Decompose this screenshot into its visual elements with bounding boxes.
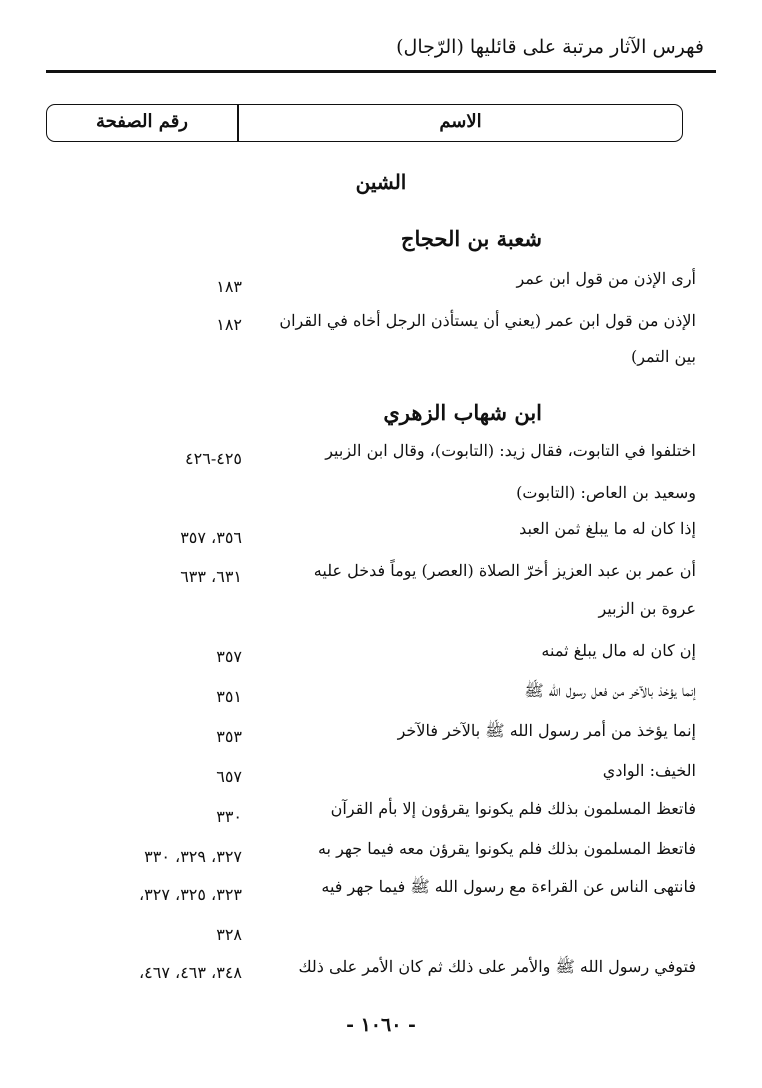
entry-pages: ٣٥٧ <box>216 647 242 666</box>
entry-pages: ٤٢٥-٤٢٦ <box>185 449 242 468</box>
column-divider <box>237 105 239 141</box>
entry-text: إنما يؤخذ بالآخر من فعل رسول الله ﷺ <box>524 681 696 700</box>
letter-heading: الشين <box>355 170 407 194</box>
entry-text: اختلفوا في التابوت، فقال زيد: (التابوت)، وقال ابن الزبير <box>325 441 696 460</box>
entry-pages: ٦٥٧ <box>216 767 242 786</box>
entry-text: وسعيد بن العاص: (التابوت) <box>516 483 696 502</box>
entry-pages: ١٨٢ <box>216 315 242 334</box>
entry-text: الخيف: الوادي <box>602 761 696 780</box>
entry-text: فاتعظ المسلمون بذلك فلم يكونوا يقرؤن معه فيما جهر به <box>317 839 696 858</box>
entry-text: أرى الإذن من قول ابن عمر <box>516 269 696 288</box>
section-title: ابن شهاب الزهري <box>383 400 542 425</box>
entry-pages: ٣٥٦، ٣٥٧ <box>180 528 242 547</box>
entry-text: إن كان له مال يبلغ ثمنه <box>541 641 696 660</box>
column-header-name: الاسم <box>439 111 482 132</box>
entry-text: أن عمر بن عبد العزيز أخرّ الصلاة (العصر) يوماً فدخل عليه <box>313 561 696 580</box>
page-number: - ١٠٦٠ - <box>346 1014 416 1036</box>
column-header <box>46 104 683 142</box>
entry-pages: ٣٤٨، ٤٦٣، ٤٦٧، <box>138 963 242 982</box>
entry-text: فانتهى الناس عن القراءة مع رسول الله ﷺ فيما جهر فيه <box>321 877 696 896</box>
entry-text: فاتعظ المسلمون بذلك فلم يكونوا يقرؤون إلا بأم القرآن <box>330 799 696 818</box>
entry-text: إذا كان له ما يبلغ ثمن العبد <box>519 519 696 538</box>
entry-pages: ٦٣١، ٦٣٣ <box>180 567 242 586</box>
entry-pages: ٣٢٧، ٣٢٩، ٣٣٠ <box>144 847 242 866</box>
entry-pages: ٣٥١ <box>216 687 242 706</box>
header-rule <box>46 70 716 73</box>
entry-text: الإذن من قول ابن عمر (يعني أن يستأذن الرجل أخاه في القران <box>279 311 696 330</box>
entry-pages: ٣٢٨ <box>216 925 242 944</box>
entry-pages: ٣٥٣ <box>216 727 242 746</box>
running-head: فهرس الآثار مرتبة على قائليها (الرّجال) <box>396 36 704 58</box>
entry-pages: ١٨٣ <box>216 277 242 296</box>
section-title: شعبة بن الحجاج <box>400 226 542 251</box>
entry-text: بين التمر) <box>630 347 696 366</box>
entry-text: فتوفي رسول الله ﷺ والأمر على ذلك ثم كان الأمر على ذلك <box>298 957 696 976</box>
entry-text: عروة بن الزبير <box>598 599 696 618</box>
entry-text: إنما يؤخذ من أمر رسول الله ﷺ بالآخر فالآخر <box>397 721 696 740</box>
entry-pages: ٣٢٣، ٣٢٥، ٣٢٧، <box>138 885 242 904</box>
column-header-page: رقم الصفحة <box>95 111 188 132</box>
entry-pages: ٣٣٠ <box>216 807 242 826</box>
